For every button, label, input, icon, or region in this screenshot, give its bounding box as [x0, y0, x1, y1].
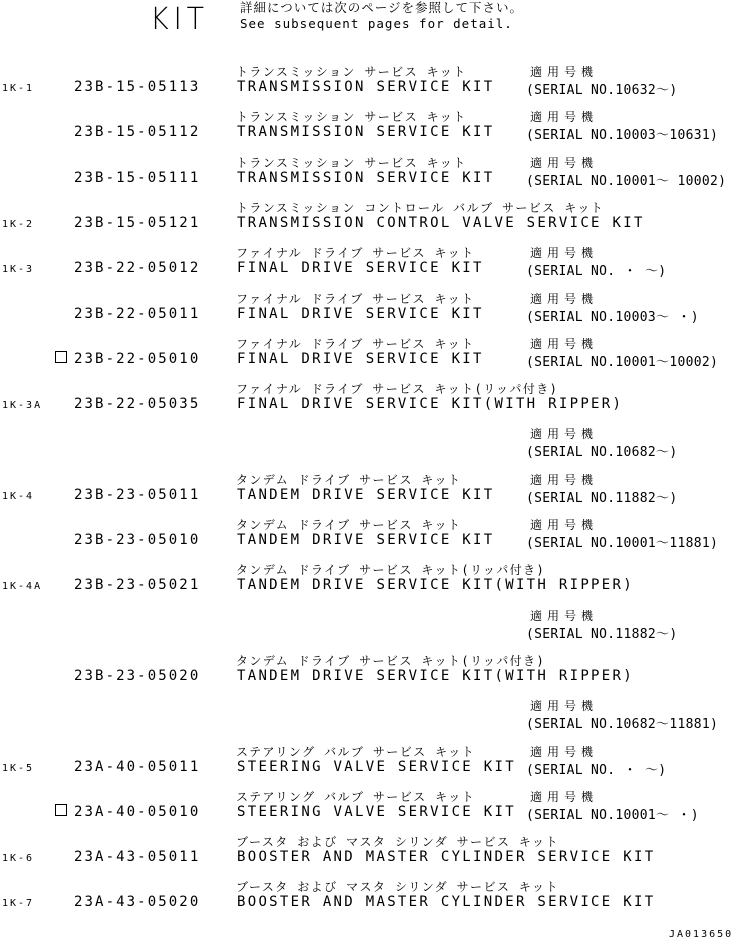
- applicable-serial-label: 適用号機: [530, 110, 599, 125]
- part-number: 23B-23-05020: [74, 667, 201, 684]
- header-note-jp: 詳細については次のページを参照して下さい。: [240, 0, 524, 15]
- description-jp: タンデム ドライブ サービス キット(リッパ付き): [236, 563, 546, 578]
- applicable-serial-label: 適用号機: [530, 789, 599, 804]
- description-jp: ステアリング バルブ サービス キット: [236, 744, 476, 759]
- kit-entry: [0, 510, 749, 555]
- part-number: 23B-15-05113: [74, 79, 201, 95]
- serial-range: (SERIAL NO.10001～10002): [526, 354, 719, 370]
- applicable-serial-label: 適用号機: [530, 699, 599, 714]
- ref-number: 1K-3A: [2, 400, 43, 412]
- part-number: 23B-22-05010: [74, 350, 201, 367]
- part-number: 23B-23-05011: [74, 486, 201, 503]
- part-number: 23B-15-05111: [74, 169, 201, 186]
- description-jp: タンデム ドライブ サービス キット: [236, 472, 462, 487]
- description-jp: ファイナル ドライブ サービス キット(リッパ付き): [236, 382, 559, 397]
- description-en: BOOSTER AND MASTER CYLINDER SERVICE KIT: [237, 894, 656, 911]
- kit-entry: [0, 555, 749, 600]
- serial-range: (SERIAL NO.10001～11881): [526, 536, 719, 551]
- kit-entry: [0, 646, 749, 691]
- check-box-mark: [55, 351, 67, 363]
- serial-range: (SERIAL NO. ・ ～): [526, 762, 667, 778]
- description-en: TRANSMISSION SERVICE KIT: [237, 79, 495, 95]
- part-number: 23B-22-05012: [74, 260, 201, 277]
- part-number: 23B-23-05010: [74, 532, 201, 548]
- description-en: BOOSTER AND MASTER CYLINDER SERVICE KIT: [237, 849, 656, 866]
- description-jp: トランスミッション コントロール バルブ サービス キット: [236, 200, 605, 215]
- kit-entry: [0, 465, 749, 510]
- description-en: TANDEM DRIVE SERVICE KIT: [237, 486, 495, 503]
- serial-range: (SERIAL NO.10001～ ・): [526, 807, 699, 823]
- description-jp: トランスミッション サービス キット: [236, 110, 467, 125]
- description-en: TRANSMISSION SERVICE KIT: [237, 169, 495, 186]
- kit-entry: [0, 691, 749, 736]
- serial-range: (SERIAL NO.10001～ 10002): [526, 173, 727, 189]
- part-number: 23A-43-05020: [74, 894, 201, 911]
- description-en: STEERING VALVE SERVICE KIT: [237, 803, 516, 820]
- serial-range: (SERIAL NO.10632～): [526, 83, 678, 98]
- kit-entry: [0, 284, 749, 329]
- header-note: [240, 0, 523, 32]
- ref-number: 1K-1: [2, 83, 35, 94]
- kit-entry: [0, 827, 749, 872]
- ref-number: 1K-7: [2, 898, 35, 910]
- header-note-en: See subsequent pages for detail.: [240, 16, 513, 31]
- description-jp: トランスミッション サービス キット: [236, 65, 467, 79]
- description-en: TANDEM DRIVE SERVICE KIT(WITH RIPPER): [237, 667, 634, 684]
- description-jp: トランスミッション サービス キット: [236, 155, 467, 170]
- description-jp: ファイナル ドライブ サービス キット: [236, 246, 475, 261]
- ref-number: 1K-6: [2, 853, 35, 865]
- ref-number: 1K-4A: [2, 581, 43, 593]
- kit-entry: [0, 601, 749, 646]
- kit-entry: [0, 374, 749, 419]
- description-jp: ブースタ および マスタ シリンダ サービス キット: [236, 835, 559, 850]
- kit-entry: [0, 329, 749, 374]
- serial-range: (SERIAL NO.11882～): [526, 490, 678, 506]
- applicable-serial-label: 適用号機: [530, 65, 599, 79]
- description-en: TANDEM DRIVE SERVICE KIT: [237, 532, 495, 548]
- part-number: 23A-40-05010: [74, 803, 201, 820]
- serial-range: (SERIAL NO. ・ ～): [526, 264, 667, 280]
- ref-number: 1K-5: [2, 762, 35, 774]
- applicable-serial-label: 適用号機: [530, 246, 599, 261]
- serial-range: (SERIAL NO.11882～): [526, 626, 678, 642]
- description-jp: ブースタ および マスタ シリンダ サービス キット: [236, 880, 559, 895]
- description-en: FINAL DRIVE SERVICE KIT(WITH RIPPER): [237, 396, 624, 413]
- description-en: STEERING VALVE SERVICE KIT: [237, 758, 516, 775]
- check-box-mark: [55, 804, 67, 816]
- applicable-serial-label: 適用号機: [530, 155, 599, 170]
- part-number: 23A-40-05011: [74, 758, 201, 775]
- kit-entry: [0, 872, 749, 917]
- part-number: 23B-22-05035: [74, 396, 201, 413]
- applicable-serial-label: 適用号機: [530, 336, 599, 351]
- kit-entry: [0, 148, 749, 193]
- applicable-serial-label: 適用号機: [530, 291, 599, 306]
- description-en: TRANSMISSION SERVICE KIT: [237, 124, 495, 141]
- kit-entry: [0, 782, 749, 827]
- ref-number: 1K-2: [2, 218, 35, 230]
- description-en: TRANSMISSION CONTROL VALVE SERVICE KIT: [237, 214, 645, 231]
- description-en: FINAL DRIVE SERVICE KIT: [237, 260, 484, 277]
- serial-range: (SERIAL NO.10003～10631): [526, 128, 719, 144]
- serial-range: (SERIAL NO.10003～ ・): [526, 309, 699, 325]
- applicable-serial-label: 適用号機: [530, 744, 599, 759]
- kit-entry: [0, 57, 749, 102]
- description-en: FINAL DRIVE SERVICE KIT: [237, 305, 484, 322]
- part-number: 23B-15-05112: [74, 124, 201, 141]
- part-number: 23B-22-05011: [74, 305, 201, 322]
- part-number: 23B-23-05021: [74, 577, 201, 594]
- part-number: 23A-43-05011: [74, 849, 201, 866]
- kit-entry: [0, 102, 749, 147]
- part-number: 23B-15-05121: [74, 214, 201, 231]
- applicable-serial-label: 適用号機: [530, 608, 599, 623]
- description-jp: ステアリング バルブ サービス キット: [236, 789, 476, 804]
- applicable-serial-label: 適用号機: [530, 427, 599, 442]
- kit-entry: [0, 419, 749, 464]
- kit-entry: [0, 193, 749, 238]
- kit-entry: [0, 737, 749, 782]
- serial-range: (SERIAL NO.10682～11881): [526, 717, 719, 733]
- kit-entry: [0, 238, 749, 283]
- ref-number: 1K-4: [2, 490, 35, 502]
- description-jp: タンデム ドライブ サービス キット(リッパ付き): [236, 653, 546, 668]
- description-en: TANDEM DRIVE SERVICE KIT(WITH RIPPER): [237, 577, 634, 594]
- page-title: KIT: [150, 2, 209, 37]
- description-jp: タンデム ドライブ サービス キット: [236, 518, 462, 532]
- applicable-serial-label: 適用号機: [530, 472, 599, 487]
- image-code: JA013650: [669, 929, 734, 940]
- description-jp: ファイナル ドライブ サービス キット: [236, 336, 475, 351]
- ref-number: 1K-3: [2, 264, 35, 276]
- description-en: FINAL DRIVE SERVICE KIT: [237, 350, 484, 367]
- serial-range: (SERIAL NO.10682～): [526, 445, 678, 461]
- description-jp: ファイナル ドライブ サービス キット: [236, 291, 475, 306]
- applicable-serial-label: 適用号機: [530, 518, 599, 532]
